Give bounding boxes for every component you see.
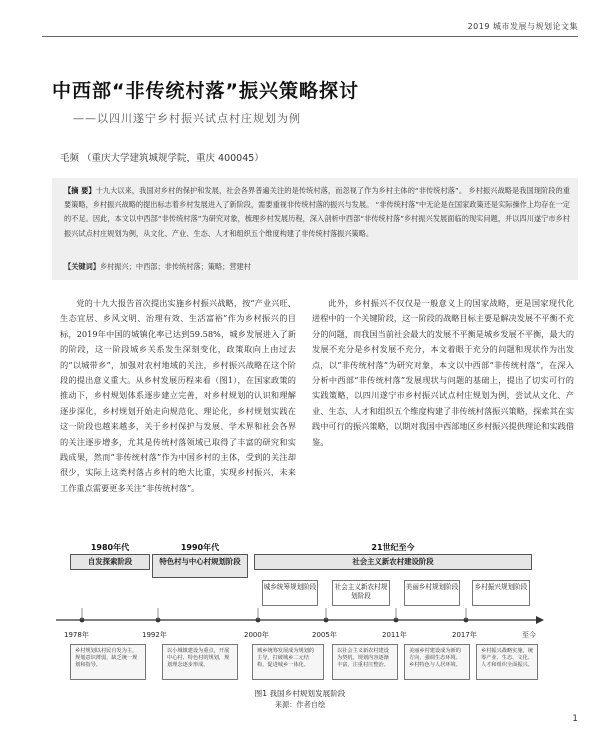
note-2: 以小城镇建设为重点，开展中心村、特色村的规划，规划理念逐步形成。 bbox=[162, 644, 238, 680]
body-paragraph: 党的十九大报告首次提出实施乡村振兴战略，按“产业兴旺、生态宜居、乡风文明、治理有效、生活富裕”作为乡村振兴的目标，2019年中国的城镇化率已达到59.58%，城乡发展进入了新的阶段，这一阶段城乡关系发生深刻变化，政策取向上由过去的“以城带乡”，加强对农村地域的关注，乡村振兴战略在这个阶段的提出意义重大。从乡村发展历程来看（图1），在国家政策的推动下，乡村规划体系逐步建立完善，对乡村规划的认识和理解逐步深化，乡村规划开始走向规范化、理论化，乡村规划实践在这一阶段也越来越多，关于乡村保护与发展、学术界和社会各界的关注逐步增多，尤其是传统村落领域已取得了丰富的研究和实践成果，然而“非传统村落”作为中国乡村的主体，受到的关注却很少，实际上这类村落占乡村的绝大比重，实现乡村振兴，未来工作重点需要更多关注“非传统村落”。 bbox=[60, 298, 296, 493]
year-2000: 2000年 bbox=[244, 631, 269, 639]
era-label-1980s: 1980年代 bbox=[90, 543, 130, 552]
subperiod-new-countryside: 社会主义新农村规划阶段 bbox=[332, 580, 390, 606]
timeline-figure bbox=[56, 540, 544, 686]
year-2017: 2017年 bbox=[452, 631, 477, 639]
article-title: 中西部“非传统村落”振兴策略探讨 bbox=[52, 80, 359, 102]
body-right-column bbox=[312, 296, 574, 450]
note-3: 城乡统筹发展成为规划的主导，打破城乡二元结构，促进城乡一体化。 bbox=[252, 644, 324, 680]
keywords bbox=[64, 262, 570, 272]
figure-source: 来源：作者自绘 bbox=[274, 700, 326, 709]
year-now: 至今 bbox=[522, 631, 536, 639]
page-number: 1 bbox=[572, 714, 578, 724]
note-6: 乡村振兴战略实施，统筹产业、生态、文化、人才和组织全面振兴。 bbox=[476, 644, 538, 680]
abstract-label: 【摘 要】 bbox=[64, 186, 96, 195]
author-line: 毛频 （重庆大学建筑城规学院，重庆 400045） bbox=[60, 153, 264, 164]
subperiod-urban-rural: 城乡统筹规划阶段 bbox=[262, 580, 318, 606]
keywords-label: 【关键词】 bbox=[64, 262, 100, 271]
body-paragraph: 此外，乡村振兴不仅仅是一般意义上的国家战略，更是国家现代化进程中的一个关键阶段，这一阶段的战略目标主要是解决发展不平衡不充分的问题，而我国当前社会最大的发展不平衡是城乡发展不平衡，最大的发展不充分是乡村发展不充分，本文着眼于充分的问题和现状作为出发点，以“非传统村落”为研究对象，本文以中西部“非传统村落”，在深入分析中西部“非传统村落”发展现状与问题的基础上，提出了切实可行的实践策略，以四川遂宁市乡村振兴试点村庄规划为例，尝试从文化、产业、生态、人才和组织五个维度构建了非传统村落振兴策略，探索其在实践中可行的振兴策略，以期对我国中西部地区乡村振兴提供理论和实践借鉴。 bbox=[312, 298, 575, 447]
article-subtitle: ——以四川遂宁乡村振兴试点村庄规划为例 bbox=[73, 112, 301, 125]
subperiod-rural-revitalization: 乡村振兴规划阶段 bbox=[472, 580, 530, 606]
keywords-text: 乡村振兴；中西部；非传统村落；策略；营建村 bbox=[99, 262, 251, 271]
abstract bbox=[64, 184, 570, 241]
period-featured-village: 特色村与中心村规划阶段 bbox=[152, 554, 248, 578]
subperiod-beautiful-village: 美丽乡村规划阶段 bbox=[404, 580, 460, 606]
period-spontaneous: 自发探索阶段 bbox=[70, 554, 150, 570]
year-1978: 1978年 bbox=[64, 631, 89, 639]
note-4: 以社会主义新农村建设为契机，规划内容逐渐丰富，注重村庄整治。 bbox=[332, 644, 398, 680]
journal-header: 2019 城市发展与规划论文集 bbox=[467, 22, 578, 31]
abstract-text: 十九大以来，我国对乡村的保护和发展，社会各界普遍关注的是传统村落，而忽视了作为乡村主体的“非传统村落”。 乡村振兴战略是我国现阶段的重要策略，乡村振兴战略的提出标志着乡村发展进入了新阶段，需要重视非传统村落的振兴与发展。 “非传统村落”中无论是在国家政策还是实际操作上均存在一定的不足。因此，本文以中西部“非传统村落”为研究对象，梳理乡村发展历程，深入剖析中西部“非传统村落”乡村振兴发展面临的现实问题，并以四川遂宁市乡村振兴试点村庄规划为例，从文化、产业、生态、人才和组织五个维度构建了非传统村落振兴策略。 bbox=[64, 186, 570, 238]
year-2005: 2005年 bbox=[312, 631, 337, 639]
note-1: 乡村规划以村民自发为主，规划意识薄弱，缺乏统一规划和指导。 bbox=[70, 644, 146, 680]
period-new-countryside: 社会主义新农村建设阶段 bbox=[254, 554, 532, 570]
era-label-21st: 21世纪至今 bbox=[371, 543, 415, 552]
timeline-axis bbox=[56, 608, 544, 630]
year-1992: 1992年 bbox=[142, 631, 167, 639]
figure-caption: 图1 我国乡村规划发展阶段 bbox=[254, 689, 346, 698]
header-rule bbox=[42, 36, 578, 37]
era-label-1990s: 1990年代 bbox=[180, 543, 220, 552]
note-5: 美丽乡村建设成为新的方向，强调生态环境、乡村特色与人居环境。 bbox=[404, 644, 470, 680]
body-left-column bbox=[60, 296, 296, 496]
year-2011: 2011年 bbox=[382, 631, 407, 639]
